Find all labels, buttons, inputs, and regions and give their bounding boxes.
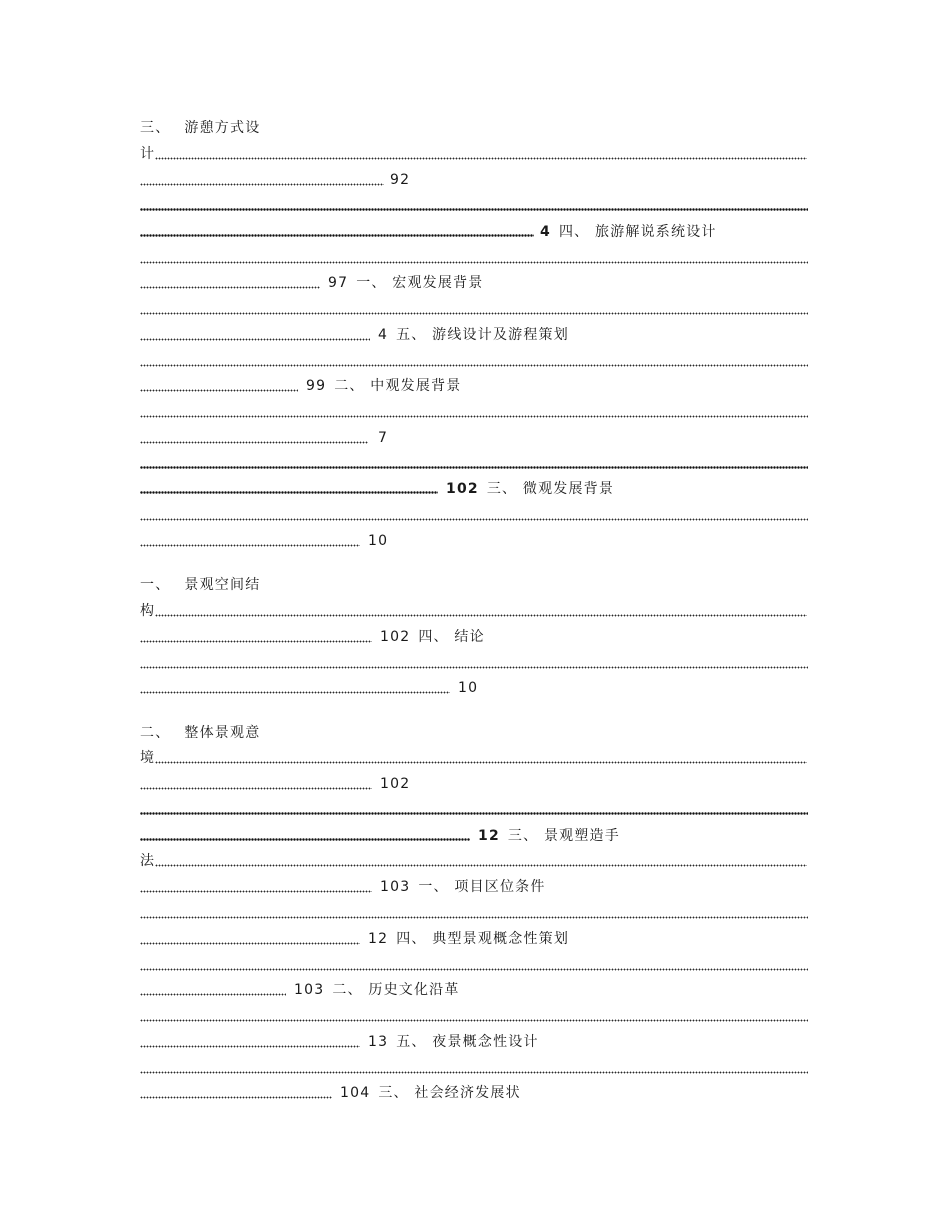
page-number: 104 bbox=[340, 1085, 371, 1101]
page-number: 10 bbox=[368, 533, 389, 549]
toc-line bbox=[140, 601, 808, 621]
toc-line bbox=[140, 955, 808, 975]
toc-line bbox=[140, 748, 808, 768]
leader-dots bbox=[155, 144, 807, 164]
toc-line bbox=[140, 903, 808, 923]
page-number: 4 bbox=[378, 327, 389, 343]
leader-dots bbox=[140, 351, 808, 371]
page-number: 103 bbox=[294, 982, 325, 998]
toc-marker: 三、 bbox=[140, 120, 171, 136]
toc-line bbox=[140, 479, 808, 499]
toc-line bbox=[140, 428, 808, 448]
toc-heading bbox=[140, 118, 808, 138]
toc-line bbox=[140, 351, 808, 371]
leader-dots bbox=[155, 748, 807, 768]
toc-line bbox=[140, 248, 808, 268]
toc-next-entry: 四、 旅游解说系统设计 bbox=[558, 224, 717, 240]
toc-marker: 二、 bbox=[140, 725, 171, 741]
toc-next-entry: 二、 中观发展背景 bbox=[334, 378, 462, 394]
leader-dots bbox=[140, 222, 534, 242]
leader-dots bbox=[140, 402, 808, 422]
page-number: 99 bbox=[306, 378, 327, 394]
leader-dots bbox=[140, 955, 808, 975]
page-number: 102 bbox=[380, 776, 411, 792]
toc-next-entry: 二、 历史文化沿革 bbox=[332, 982, 460, 998]
leader-dots bbox=[140, 248, 808, 268]
toc-next-entry: 三、 微观发展背景 bbox=[486, 481, 615, 497]
toc-next-entry: 一、 宏观发展背景 bbox=[356, 275, 484, 291]
toc-title: 景观空间结 bbox=[184, 577, 261, 593]
toc-line bbox=[140, 678, 808, 698]
toc-heading bbox=[140, 575, 808, 595]
toc-line bbox=[140, 877, 808, 897]
leader-dots bbox=[140, 1058, 808, 1078]
page-number: 12 bbox=[368, 931, 389, 947]
leader-dots bbox=[140, 428, 368, 448]
leader-dots bbox=[140, 627, 372, 647]
toc-marker: 一、 bbox=[140, 577, 171, 593]
toc-line bbox=[140, 1083, 808, 1103]
toc-line bbox=[140, 299, 808, 319]
toc-line bbox=[140, 826, 808, 846]
toc-next-entry: 一、 项目区位条件 bbox=[418, 879, 546, 895]
leader-dots bbox=[140, 903, 808, 923]
leader-dots bbox=[140, 1006, 808, 1026]
toc-line bbox=[140, 222, 808, 242]
toc-line bbox=[140, 627, 808, 647]
page-number: 12 bbox=[478, 828, 500, 844]
leader-dots bbox=[140, 505, 808, 525]
toc-next-entry: 三、 景观塑造手 bbox=[507, 828, 620, 844]
toc-line bbox=[140, 402, 808, 422]
toc-line bbox=[140, 505, 808, 525]
page-number: 92 bbox=[390, 172, 411, 188]
page-number: 13 bbox=[368, 1034, 389, 1050]
leader-dots bbox=[140, 826, 470, 846]
toc-line bbox=[140, 144, 808, 164]
leader-dots bbox=[140, 454, 808, 474]
leader-dots bbox=[140, 325, 370, 345]
leader-dots bbox=[140, 196, 808, 216]
leader-dots bbox=[155, 601, 807, 621]
toc-page bbox=[140, 0, 808, 1230]
toc-line bbox=[140, 196, 808, 216]
toc-line bbox=[140, 454, 808, 474]
leader-dots bbox=[140, 800, 808, 820]
page-number: 7 bbox=[378, 430, 389, 446]
toc-next-entry: 三、 社会经济发展状 bbox=[378, 1085, 521, 1101]
toc-next-entry: 四、 典型景观概念性策划 bbox=[396, 931, 570, 947]
toc-lead-text: 境 bbox=[140, 750, 156, 766]
toc-line bbox=[140, 774, 808, 794]
toc-next-entry: 五、 游线设计及游程策划 bbox=[396, 327, 569, 343]
page-number: 97 bbox=[328, 275, 349, 291]
toc-next-entry: 四、 结论 bbox=[418, 629, 485, 645]
page-number: 102 bbox=[380, 629, 411, 645]
toc-line bbox=[140, 376, 808, 396]
leader-dots bbox=[155, 851, 807, 871]
toc-lead-text: 计 bbox=[140, 146, 156, 162]
page-number: 4 bbox=[540, 224, 551, 240]
leader-dots bbox=[140, 1083, 332, 1103]
toc-line bbox=[140, 325, 808, 345]
toc-line bbox=[140, 170, 808, 190]
toc-heading bbox=[140, 723, 808, 743]
toc-line bbox=[140, 1006, 808, 1026]
page-number: 103 bbox=[380, 879, 411, 895]
leader-dots bbox=[140, 299, 808, 319]
toc-line bbox=[140, 800, 808, 820]
page-number: 102 bbox=[446, 481, 479, 497]
toc-lead-text: 构 bbox=[140, 603, 156, 619]
leader-dots bbox=[140, 1032, 360, 1052]
leader-dots bbox=[140, 273, 320, 293]
toc-line bbox=[140, 980, 808, 1000]
leader-dots bbox=[140, 678, 450, 698]
toc-lead-text: 法 bbox=[140, 853, 156, 869]
toc-line bbox=[140, 273, 808, 293]
leader-dots bbox=[140, 479, 438, 499]
leader-dots bbox=[140, 980, 286, 1000]
leader-dots bbox=[140, 653, 808, 673]
toc-line bbox=[140, 929, 808, 949]
page-number: 10 bbox=[458, 680, 479, 696]
toc-line bbox=[140, 1058, 808, 1078]
leader-dots bbox=[140, 376, 298, 396]
toc-line bbox=[140, 1032, 808, 1052]
leader-dots bbox=[140, 774, 372, 794]
toc-title: 游憩方式设 bbox=[184, 120, 261, 136]
leader-dots bbox=[140, 929, 360, 949]
leader-dots bbox=[140, 877, 372, 897]
toc-next-entry: 五、 夜景概念性设计 bbox=[396, 1034, 539, 1050]
toc-line bbox=[140, 851, 808, 871]
toc-title: 整体景观意 bbox=[184, 725, 261, 741]
toc-line bbox=[140, 531, 808, 551]
leader-dots bbox=[140, 170, 384, 190]
toc-line bbox=[140, 653, 808, 673]
leader-dots bbox=[140, 531, 360, 551]
